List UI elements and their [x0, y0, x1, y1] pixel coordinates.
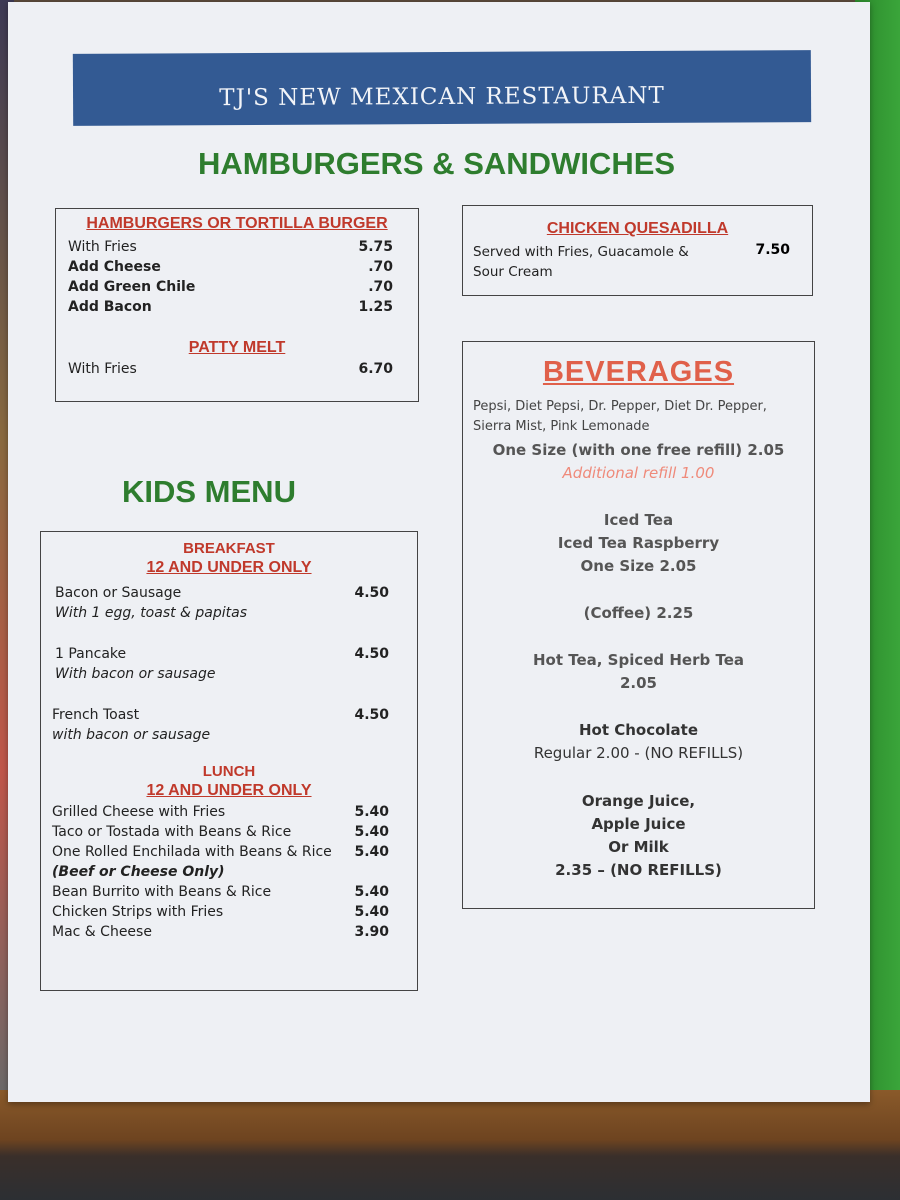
menu-item: Add Green Chile .70: [68, 279, 393, 295]
background-table: [0, 1090, 900, 1200]
quesadilla-box: [462, 205, 813, 296]
menu-item: With Fries 6.70: [68, 361, 393, 377]
menu-item: With Fries 5.75: [68, 239, 393, 255]
list-item: Chicken Strips with Fries 5.40: [52, 904, 389, 920]
lunch-note: (Beef or Cheese Only): [52, 864, 225, 880]
patty-melt-heading: PATTY MELT: [188, 339, 286, 356]
sodas-line-2: Sierra Mist, Pink Lemonade: [473, 419, 650, 434]
beverages-box: [462, 341, 815, 909]
apple-juice: Apple Juice: [591, 815, 686, 833]
kids-menu-title: KIDS MENU: [122, 474, 296, 509]
menu-item: Add Bacon 1.25: [68, 299, 393, 315]
list-item: Grilled Cheese with Fries 5.40: [52, 804, 389, 820]
list-item: Mac & Cheese 3.90: [52, 924, 389, 940]
hot-chocolate-price: Regular 2.00 - (NO REFILLS): [533, 744, 744, 762]
iced-tea-price: One Size 2.05: [580, 557, 697, 575]
list-item: One Rolled Enchilada with Beans & Rice 5.40: [52, 844, 389, 860]
orange-juice: Orange Juice,: [581, 792, 696, 810]
coffee-price: (Coffee) 2.25: [583, 604, 694, 622]
restaurant-name: TJ'S NEW MEXICAN RESTAURANT: [219, 82, 665, 112]
list-item: 1 Pancake 4.50 With bacon or sausage: [55, 646, 389, 682]
iced-tea: Iced Tea: [603, 511, 674, 529]
list-item: French Toast 4.50 with bacon or sausage: [52, 707, 389, 743]
hamburgers-section-title: HAMBURGERS & SANDWICHES: [198, 146, 676, 181]
soda-price: One Size (with one free refill) 2.05: [492, 441, 785, 459]
lunch-heading: LUNCH: [202, 763, 256, 780]
iced-tea-raspberry: Iced Tea Raspberry: [557, 534, 720, 552]
restaurant-banner: [73, 50, 811, 126]
hot-chocolate: Hot Chocolate: [578, 721, 699, 739]
list-item: Bacon or Sausage 4.50 With 1 egg, toast & papitas: [55, 585, 389, 621]
refill-price: Additional refill 1.00: [562, 464, 715, 482]
hamburgers-box: [55, 208, 419, 402]
hot-tea: Hot Tea, Spiced Herb Tea: [532, 651, 745, 669]
hamburgers-heading: HAMBURGERS OR TORTILLA BURGER: [86, 215, 388, 232]
hot-tea-price: 2.05: [619, 674, 657, 692]
breakfast-subheading: 12 AND UNDER ONLY: [146, 559, 312, 576]
menu-item: Add Cheese .70: [68, 259, 393, 275]
list-item: Bean Burrito with Beans & Rice 5.40: [52, 884, 389, 900]
kids-menu-box: [40, 531, 418, 991]
quesadilla-heading: CHICKEN QUESADILLA: [546, 220, 729, 237]
quesadilla-price: 7.50: [755, 242, 790, 258]
lunch-subheading: 12 AND UNDER ONLY: [146, 782, 312, 799]
quesadilla-desc-1: Served with Fries, Guacamole &: [473, 244, 689, 260]
list-item: Taco or Tostada with Beans & Rice 5.40: [52, 824, 389, 840]
sodas-line-1: Pepsi, Diet Pepsi, Dr. Pepper, Diet Dr. Pepper,: [473, 399, 767, 414]
juice-price: 2.35 – (NO REFILLS): [555, 861, 722, 879]
beverages-heading: BEVERAGES: [542, 356, 735, 388]
breakfast-heading: BREAKFAST: [183, 540, 275, 557]
milk: Or Milk: [608, 838, 669, 856]
quesadilla-desc-2: Sour Cream: [473, 264, 553, 280]
